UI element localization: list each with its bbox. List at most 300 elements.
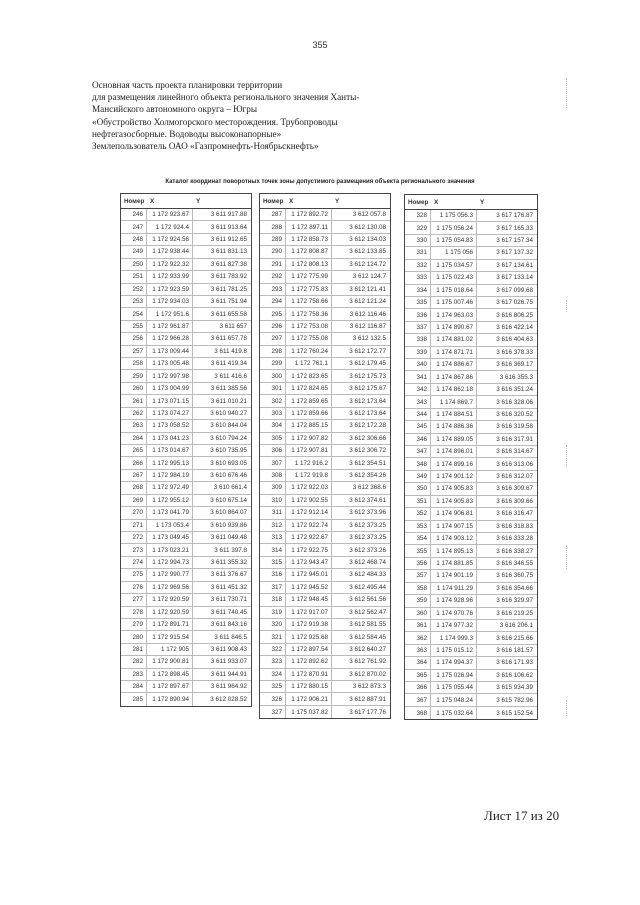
table-row — [260, 420, 390, 432]
table-row — [260, 619, 390, 631]
coord-x: 1 174 884.51 — [431, 409, 477, 420]
coord-x: 1 174 907.15 — [431, 521, 477, 532]
table-row — [260, 358, 390, 370]
point-number: 310 — [260, 495, 286, 506]
coord-y: 3 611 944.91 — [210, 670, 247, 678]
point-number: 363 — [405, 645, 431, 656]
coord-x: 1 172 920.59 — [147, 607, 193, 618]
coord-x: 1 174 963.03 — [431, 309, 477, 320]
coord-x: 1 172 995.13 — [147, 457, 193, 468]
point-number: 255 — [121, 321, 147, 332]
coord-y: 3 612 761.92 — [349, 658, 386, 666]
point-number: 336 — [405, 309, 431, 320]
coord-x: 1 173 041.23 — [147, 433, 193, 444]
coord-x: 1 172 945.01 — [286, 569, 332, 580]
point-number: 351 — [405, 496, 431, 507]
coord-x: 1 172 898.45 — [147, 669, 193, 680]
header-line: «Обустройство Холмогорского месторождения. Трубопроводы — [92, 116, 338, 127]
point-number: 350 — [405, 483, 431, 494]
point-number: 368 — [405, 707, 431, 719]
table-row — [121, 457, 251, 469]
coord-x: 1 172 892.72 — [286, 209, 332, 220]
table-row — [405, 608, 537, 620]
coord-y: 3 611 783.92 — [210, 273, 247, 281]
table-row — [405, 632, 537, 644]
coord-x: 1 175 048.24 — [431, 694, 477, 705]
point-number: 320 — [260, 619, 286, 630]
coord-y: 3 612 121.41 — [349, 285, 386, 293]
table-row — [405, 260, 537, 272]
coord-x: 1 174 999.3 — [431, 632, 477, 643]
coord-x: 1 174 871.71 — [431, 347, 477, 358]
table-row — [121, 433, 251, 445]
point-number: 271 — [121, 520, 147, 531]
coord-x: 1 172 934.03 — [147, 296, 193, 307]
coord-y: 3 612 116.46 — [349, 310, 386, 318]
coord-y: 3 612 306.66 — [349, 434, 386, 442]
point-number: 306 — [260, 445, 286, 456]
table-row — [405, 285, 537, 297]
coord-x: 1 172 966.28 — [147, 333, 193, 344]
table-row — [405, 458, 537, 470]
point-number: 270 — [121, 507, 147, 518]
point-number: 321 — [260, 631, 286, 642]
header-line: Землепользователь ОАО «Газпромнефть-Ноябрьскнефть» — [92, 141, 319, 152]
coord-x: 1 172 907.81 — [286, 445, 332, 456]
table-row — [405, 707, 537, 719]
coord-y: 3 612 887.91 — [349, 695, 386, 703]
table-row — [405, 434, 537, 446]
point-number: 258 — [121, 358, 147, 369]
coord-x: 1 172 859.66 — [286, 408, 332, 419]
point-number: 333 — [405, 272, 431, 283]
point-number: 296 — [260, 321, 286, 332]
coord-y: 3 610 693.05 — [210, 459, 247, 467]
coord-y: 3 612 121.24 — [349, 298, 386, 306]
point-number: 317 — [260, 582, 286, 593]
table-row — [260, 246, 390, 258]
coordinates-table-1 — [120, 193, 252, 707]
point-number: 284 — [121, 681, 147, 692]
table-row — [121, 631, 251, 643]
table-row — [121, 557, 251, 569]
point-number: 328 — [405, 210, 431, 221]
table-row — [260, 470, 390, 482]
table-row — [121, 520, 251, 532]
point-number: 339 — [405, 347, 431, 358]
coord-y: 3 617 137.32 — [496, 249, 533, 257]
table-row — [405, 694, 537, 706]
coord-y: 3 617 099.68 — [496, 286, 533, 294]
coord-x: 1 174 901.19 — [431, 570, 477, 581]
coord-x: 1 172 890.94 — [147, 693, 193, 705]
coord-y: 3 616 317.91 — [496, 435, 533, 443]
coord-y: 3 611 657.78 — [210, 335, 247, 343]
table-row — [405, 272, 537, 284]
point-number: 329 — [405, 222, 431, 233]
document-header — [92, 79, 422, 152]
table-row — [260, 259, 390, 271]
table-row — [260, 582, 390, 594]
coord-y: 3 611 740.45 — [210, 608, 247, 616]
table-row — [405, 235, 537, 247]
point-number: 334 — [405, 285, 431, 296]
coord-x: 1 172 938.44 — [147, 246, 193, 257]
table-row — [260, 631, 390, 643]
coord-y: 3 612 640.27 — [349, 645, 386, 653]
coord-x: 1 172 808.87 — [286, 246, 332, 257]
table-row — [260, 495, 390, 507]
point-number: 260 — [121, 383, 147, 394]
table-row — [260, 321, 390, 333]
coord-y: 3 611 657 — [219, 323, 247, 330]
table-row — [405, 297, 537, 309]
point-number: 318 — [260, 594, 286, 605]
coord-x: 1 173 005.48 — [147, 358, 193, 369]
coord-x: 1 172 919.38 — [286, 619, 332, 630]
coord-y: 3 611 385.56 — [210, 385, 247, 393]
point-number: 277 — [121, 594, 147, 605]
coord-x: 1 172 923.59 — [147, 284, 193, 295]
coord-y: 3 611 419.34 — [210, 360, 247, 368]
col-header-number: Номер — [124, 197, 145, 205]
coord-x: 1 174 928.96 — [431, 595, 477, 606]
table-row — [121, 607, 251, 619]
point-number: 338 — [405, 334, 431, 345]
coord-x: 1 174 905.83 — [431, 496, 477, 507]
table-row — [121, 408, 251, 420]
point-number: 346 — [405, 434, 431, 445]
coord-x: 1 175 007.46 — [431, 297, 477, 308]
point-number: 254 — [121, 308, 147, 319]
coord-x: 1 173 004.99 — [147, 383, 193, 394]
table-row — [405, 521, 537, 533]
coord-x: 1 173 014.67 — [147, 445, 193, 456]
coord-x: 1 172 902.55 — [286, 495, 332, 506]
table-row — [260, 408, 390, 420]
table-row — [121, 321, 251, 333]
coord-y: 3 611 917.88 — [210, 211, 247, 219]
coord-x: 1 173 058.52 — [147, 420, 193, 431]
table-header-row — [121, 194, 251, 209]
coord-y: 3 611 655.58 — [210, 310, 247, 318]
coord-y: 3 616 404.63 — [496, 336, 533, 344]
coord-y: 3 610 675.14 — [210, 496, 247, 504]
coord-x: 1 172 917.07 — [286, 607, 332, 618]
table-row — [121, 296, 251, 308]
table-row — [405, 670, 537, 682]
coord-y: 3 616 313.06 — [496, 460, 533, 468]
coord-x: 1 173 074.27 — [147, 408, 193, 419]
point-number: 332 — [405, 260, 431, 271]
col-header-x: X — [289, 197, 294, 205]
coord-y: 3 612 173.64 — [349, 409, 386, 417]
coord-x: 1 172 775.83 — [286, 284, 332, 295]
point-number: 294 — [260, 296, 286, 307]
coord-x: 1 172 758.36 — [286, 308, 332, 319]
coord-x: 1 172 885.15 — [286, 420, 332, 431]
table-row — [260, 395, 390, 407]
table-row — [260, 706, 390, 718]
coord-x: 1 172 925.68 — [286, 631, 332, 642]
point-number: 345 — [405, 421, 431, 432]
point-number: 324 — [260, 669, 286, 680]
point-number: 246 — [121, 209, 147, 220]
point-number: 315 — [260, 557, 286, 568]
coord-x: 1 172 969.56 — [147, 582, 193, 593]
table-row — [405, 657, 537, 669]
point-number: 367 — [405, 694, 431, 705]
point-number: 267 — [121, 470, 147, 481]
coord-y: 3 610 939.86 — [210, 521, 247, 529]
coord-x: 1 175 022.43 — [431, 272, 477, 283]
coord-y: 3 611 781.25 — [210, 285, 247, 293]
table-row — [121, 470, 251, 482]
point-number: 272 — [121, 532, 147, 543]
point-number: 280 — [121, 631, 147, 642]
coord-x: 1 172 897.11 — [286, 221, 332, 232]
point-number: 365 — [405, 670, 431, 681]
point-number: 325 — [260, 681, 286, 692]
col-header-number: Номер — [408, 198, 429, 206]
table-row — [405, 396, 537, 408]
coord-y: 3 612 368.6 — [352, 484, 386, 492]
coord-y: 3 617 133.14 — [496, 274, 533, 282]
coord-x: 1 174 862.18 — [431, 384, 477, 395]
coord-y: 3 616 215.66 — [496, 634, 533, 642]
table-row — [121, 333, 251, 345]
point-number: 355 — [405, 545, 431, 556]
point-number: 305 — [260, 433, 286, 444]
coord-y: 3 612 484.33 — [349, 571, 386, 579]
table-caption: Каталог координат поворотных точек зоны допустимого размещения объекта регионального значения — [165, 179, 475, 185]
table-row — [260, 333, 390, 345]
table-row — [121, 582, 251, 594]
coord-x: 1 172 808.13 — [286, 259, 332, 270]
table-row — [260, 221, 390, 233]
header-line: Основная часть проекта планировки территории — [92, 80, 283, 90]
coord-y: 3 610 794.24 — [210, 434, 247, 442]
point-number: 349 — [405, 471, 431, 482]
coord-x: 1 172 945.52 — [286, 582, 332, 593]
coord-y: 3 616 329.97 — [496, 597, 533, 605]
table-row — [260, 532, 390, 544]
coord-x: 1 174 881.02 — [431, 334, 477, 345]
point-number: 264 — [121, 433, 147, 444]
table-row — [260, 234, 390, 246]
coord-x: 1 172 924.56 — [147, 234, 193, 245]
table-row — [260, 569, 390, 581]
coord-x: 1 172 912.14 — [286, 507, 332, 518]
coord-y: 3 611 964.92 — [210, 683, 247, 691]
point-number: 279 — [121, 619, 147, 630]
coord-y: 3 611 451.32 — [210, 583, 247, 591]
table-row — [121, 507, 251, 519]
table-row — [121, 495, 251, 507]
point-number: 266 — [121, 457, 147, 468]
coord-y: 3 610 735.95 — [210, 447, 247, 455]
coord-y: 3 612 057.8 — [352, 211, 386, 219]
table-row — [405, 421, 537, 433]
coord-x: 1 174 886.36 — [431, 421, 477, 432]
coord-y: 3 611 397.8 — [214, 546, 247, 554]
table-row — [260, 445, 390, 457]
coord-y: 3 610 676.46 — [210, 472, 247, 480]
coord-y: 3 612 132.5 — [352, 335, 386, 343]
coord-y: 3 611 049.48 — [210, 534, 247, 542]
coord-y: 3 616 355.3 — [499, 373, 533, 381]
coord-y: 3 616 360.75 — [496, 572, 533, 580]
coord-x: 1 172 955.12 — [147, 495, 193, 506]
coord-x: 1 175 026.94 — [431, 670, 477, 681]
coord-x: 1 174 970.76 — [431, 608, 477, 619]
coord-x: 1 172 906.21 — [286, 693, 332, 704]
coord-x: 1 174 901.12 — [431, 471, 477, 482]
coord-y: 3 612 133.85 — [349, 248, 386, 256]
table-row — [121, 544, 251, 556]
table-row — [260, 296, 390, 308]
coord-y: 3 616 106.62 — [496, 671, 533, 679]
coord-x: 1 175 054.83 — [431, 235, 477, 246]
point-number: 281 — [121, 644, 147, 655]
coord-y: 3 612 354.26 — [349, 472, 386, 480]
coord-y: 3 611 827.38 — [210, 260, 247, 268]
coord-y: 3 611 730.71 — [210, 596, 247, 604]
coord-y: 3 612 306.72 — [349, 447, 386, 455]
table-row — [405, 409, 537, 421]
coord-y: 3 616 328.06 — [496, 398, 533, 406]
coord-x: 1 172 933.99 — [147, 271, 193, 282]
coord-y: 3 611 831.13 — [210, 248, 247, 256]
point-number: 301 — [260, 383, 286, 394]
coord-y: 3 611 913.64 — [210, 223, 247, 231]
table-header-row — [260, 194, 390, 209]
coord-y: 3 616 309.67 — [496, 485, 533, 493]
coord-x: 1 174 994.37 — [431, 657, 477, 668]
coord-x: 1 172 972.49 — [147, 482, 193, 493]
coord-x: 1 172 775.99 — [286, 271, 332, 282]
col-header-x: X — [434, 198, 439, 206]
coord-y: 3 612 581.55 — [349, 621, 386, 629]
margin-dash — [566, 700, 568, 716]
coord-x: 1 174 903.12 — [431, 533, 477, 544]
table-row — [260, 544, 390, 556]
coord-x: 1 174 911.29 — [431, 583, 477, 594]
coord-x: 1 172 943.47 — [286, 557, 332, 568]
table-row — [405, 496, 537, 508]
coord-y: 3 611 843.16 — [210, 621, 247, 629]
coord-y: 3 616 318.83 — [496, 522, 533, 530]
coord-x: 1 172 858.73 — [286, 234, 332, 245]
table-row — [405, 558, 537, 570]
coord-x: 1 173 041.79 — [147, 507, 193, 518]
col-header-x: X — [150, 197, 155, 205]
point-number: 314 — [260, 544, 286, 555]
coord-x: 1 172 922.74 — [286, 520, 332, 531]
point-number: 250 — [121, 259, 147, 270]
table-row — [405, 483, 537, 495]
coord-x: 1 172 924.4 — [147, 221, 193, 232]
table-row — [121, 308, 251, 320]
col-header-y: Y — [335, 197, 340, 205]
coord-x: 1 173 049.45 — [147, 532, 193, 543]
coord-y: 3 612 373.26 — [349, 546, 386, 554]
table-row — [121, 383, 251, 395]
coord-y: 3 612 561.56 — [349, 596, 386, 604]
table-row — [121, 693, 251, 705]
table-row — [121, 271, 251, 283]
coord-y: 3 616 219.25 — [496, 609, 533, 617]
coord-y: 3 612 028.52 — [210, 696, 247, 704]
coord-y: 3 611 933.07 — [210, 658, 247, 666]
point-number: 253 — [121, 296, 147, 307]
coord-y: 3 616 319.58 — [496, 423, 533, 431]
point-number: 247 — [121, 221, 147, 232]
point-number: 302 — [260, 395, 286, 406]
coord-y: 3 610 940.27 — [210, 409, 247, 417]
table-row — [405, 595, 537, 607]
coord-y: 3 612 373.25 — [349, 534, 386, 542]
coord-y: 3 611 846.5 — [214, 633, 247, 641]
point-number: 276 — [121, 582, 147, 593]
coord-y: 3 611 419.8 — [214, 347, 247, 355]
coord-y: 3 616 206.1 — [499, 622, 533, 630]
table-row — [121, 234, 251, 246]
table-row — [121, 221, 251, 233]
table-row — [121, 246, 251, 258]
coord-y: 3 616 320.52 — [496, 410, 533, 418]
margin-dash — [566, 445, 568, 467]
table-row — [405, 645, 537, 657]
table-row — [260, 594, 390, 606]
point-number: 249 — [121, 246, 147, 257]
coord-x: 1 172 922.67 — [286, 532, 332, 543]
point-number: 361 — [405, 620, 431, 631]
point-number: 362 — [405, 632, 431, 643]
coord-x: 1 172 755.08 — [286, 333, 332, 344]
coord-x: 1 172 891.71 — [147, 619, 193, 630]
coord-y: 3 612 172.77 — [349, 347, 386, 355]
point-number: 311 — [260, 507, 286, 518]
point-number: 308 — [260, 470, 286, 481]
coord-x: 1 172 760.24 — [286, 346, 332, 357]
coord-x: 1 174 886.67 — [431, 359, 477, 370]
table-row — [405, 682, 537, 694]
table-row — [405, 334, 537, 346]
point-number: 299 — [260, 358, 286, 369]
table-row — [121, 284, 251, 296]
coord-y: 3 612 179.45 — [349, 360, 386, 368]
coord-y: 3 616 316.47 — [496, 510, 533, 518]
table-row — [260, 284, 390, 296]
point-number: 343 — [405, 396, 431, 407]
point-number: 275 — [121, 569, 147, 580]
point-number: 316 — [260, 569, 286, 580]
table-row — [260, 607, 390, 619]
table-row — [121, 569, 251, 581]
coord-x: 1 173 053.4 — [147, 520, 193, 531]
table-row — [260, 681, 390, 693]
point-number: 348 — [405, 458, 431, 469]
coord-x: 1 174 889.05 — [431, 434, 477, 445]
coord-x: 1 172 994.73 — [147, 557, 193, 568]
point-number: 278 — [121, 607, 147, 618]
coord-y: 3 616 314.67 — [496, 448, 533, 456]
point-number: 327 — [260, 706, 286, 718]
point-number: 366 — [405, 682, 431, 693]
table-row — [121, 619, 251, 631]
table-row — [121, 594, 251, 606]
